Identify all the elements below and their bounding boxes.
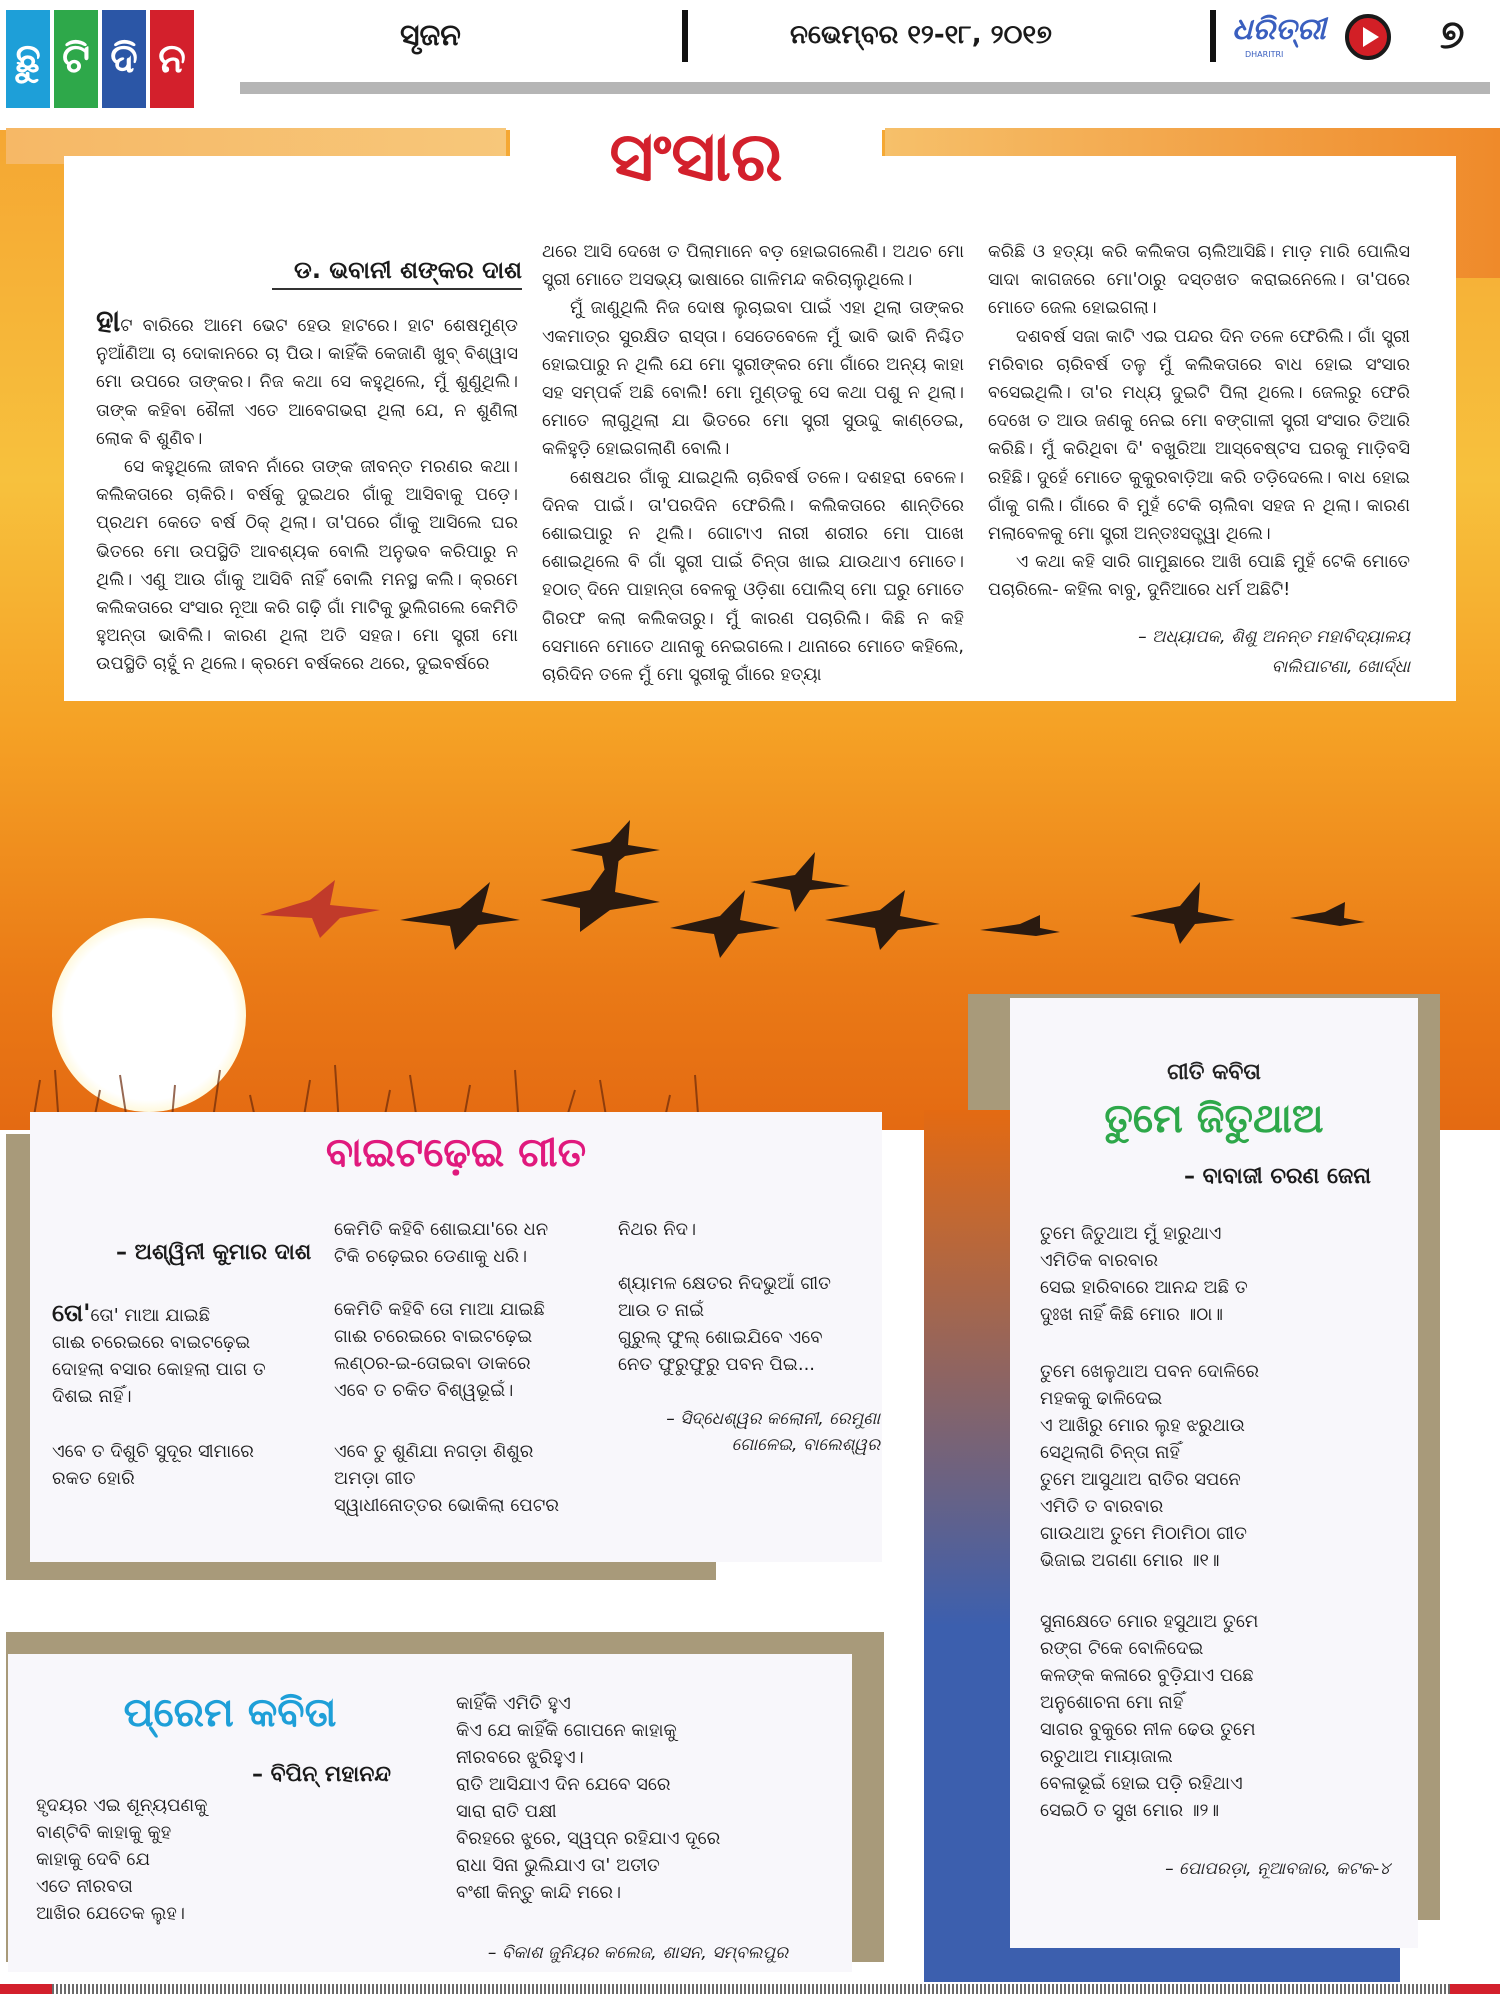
issue-date: ନଭେମ୍ବର ୧୨-୧୮, ୨୦୧୭ [790, 20, 1052, 50]
paragraph: ମୁଁ ଜାଣୁଥିଲି ନିଜ ଦୋଷ ଲୁଚାଇବା ପାଇଁ ଏହା ଥିଲା ତାଙ୍କର ଏକମାତ୍ର ସୁରକ୍ଷିତ ରାସ୍ତା। ସେତେବେଳେ ମୁଁ ଭାବି ଭାବି ନିଶ୍ଚିତ ହୋଇପାରୁ ନ ଥିଲି ଯେ ମୋ ସ୍ତ୍ରୀଙ୍କର ମୋ ଗାଁରେ ଅନ୍ୟ କାହା ସହ ସମ୍ପର୍କ ଅଛି ବୋଲି! ମୋ ମୁଣ୍ଡକୁ ସେ କଥା ପଶୁ ନ ଥିଲା। ମୋତେ ଲାଗୁଥିଲା ଯା ଭିତରେ ମୋ ସ୍ତ୍ରୀ ସୁଉଦ୍ଦୁ କାଣ୍ଡେଇ, କଳିହୁଡ଼ି ହୋଇଗଲାଣି ବୋଲି। [542, 298, 964, 460]
article-title: ସଂସାର [510, 118, 882, 198]
article-column-1 [96, 304, 518, 679]
paragraph: ଏ କଥା କହି ସାରି ଗାମୁଛାରେ ଆଖି ପୋଛି ମୁହଁ ଟେକି ମୋତେ ପଚାରିଲେ- କହିଲ ବାବୁ, ଦୁନିଆରେ ଧର୍ମ ଅଛିଟି! [988, 552, 1410, 601]
paragraph: ଟ ବାରିରେ ଆମେ ଭେଟ ହେଉ ହାଟରେ। ହାଟ ଶେଷମୁଣ୍ଡ ନୁଆଁଣିଆ ଚା ଦୋକାନରେ ଚା ପିଉ। କାହିଁକି କେଜାଣି ଖୁବ୍ ବିଶ୍ୱାସ ମୋ ଉପରେ ତାଙ୍କର। ନିଜ କଥା ସେ କହୁଥିଲେ, ମୁଁ ଶୁଣୁଥିଲି। ତାଙ୍କ କହିବା ଶୈଳୀ ଏତେ ଆବେଗଭରା ଥିଲା ଯେ, ନ ଶୁଣିଲା ଲୋକ ବି ଶୁଣିବ। [96, 316, 518, 449]
paragraph: କରିଛି ଓ ହତ୍ୟା କରି କଲିକତା ଚାଲିଆସିଛି। ମାଡ଼ ମାରି ପୋଲିସ ସାଦା କାଗଜରେ ମୋ'ଠାରୁ ଦସ୍ତଖତ କରାଇନେଲେ। ତା'ପରେ ମୋତେ ଜେଲ ହୋଇଗଲା। [988, 242, 1410, 319]
poem-title: ତୁମେ ଜିତୁଥାଅ [1104, 1096, 1324, 1142]
verse: ଏବେ ତ ଦିଶୁଚି ସୁଦୂର ସୀମାରେ ରକତ ହୋରି [52, 1441, 254, 1489]
brand-logo: ଧରିତ୍ରୀ [1232, 12, 1326, 47]
footer-strip [0, 1984, 1500, 1994]
author-affiliation [988, 622, 1410, 682]
article-column-2 [542, 238, 964, 689]
birds-silhouette [250, 820, 1370, 970]
author-affiliation [618, 1406, 880, 1458]
divider [1210, 10, 1216, 62]
article-column-3 [988, 238, 1410, 605]
poem-title: ବାଇଟଢ଼େଇ ଗୀତ [325, 1130, 587, 1176]
author-affiliation: – ବିକାଶ ଜୁନିୟର କଲେଜ, ଶାସନ, ସମ୍ବଲପୁର [487, 1943, 788, 1963]
poem-byline: – ବାବାଜୀ ଚରଣ ଜେନା [1184, 1164, 1371, 1189]
masthead-letter: ଦି [102, 10, 146, 108]
divider [682, 10, 688, 62]
drop-cap: ହା [96, 304, 121, 339]
affiliation-line: – ସିଦ୍ଧେଶ୍ୱର କଲୋନୀ, ରେମୁଣା [666, 1409, 880, 1429]
article-byline: ଡ. ଭବାନୀ ଶଙ୍କର ଦାଶ [272, 256, 522, 290]
paragraph: ଥରେ ଆସି ଦେଖେ ତ ପିଲାମାନେ ବଡ଼ ହୋଇଗଲେଣି। ଅଥଚ ମୋ ସ୍ତ୍ରୀ ମୋତେ ଅସଭ୍ୟ ଭାଷାରେ ଗାଳିମନ୍ଦ କରିଚାଲୁଥିଲେ। [542, 242, 964, 291]
masthead-letter: ନ [150, 10, 194, 108]
masthead-letter: ଛୁ [6, 10, 50, 108]
affiliation-line: – ଅଧ୍ୟାପକ, ଶିଶୁ ଅନନ୍ତ ମହାବିଦ୍ୟାଳୟ [1138, 627, 1410, 647]
paragraph: ଦଶବର୍ଷ ସଜା କାଟି ଏଇ ପନ୍ଦର ଦିନ ତଳେ ଫେରିଲି। ଗାଁ ସ୍ତ୍ରୀ ମରିବାର ଚାରିବର୍ଷ ତଳୁ ମୁଁ କଲିକତାରେ ବାଧ ହୋଇ ସଂସାର ବସେଇଥିଲି। ତା'ର ମଧ୍ୟ ଦୁଇଟି ପିଲା ଥିଲେ। ଜେଲରୁ ଫେରି ଦେଖେ ତ ଆଉ ଜଣକୁ ନେଇ ମୋ ବଙ୍ଗାଳୀ ସ୍ତ୍ରୀ ସଂସାର ତିଆରି କରିଛି। ମୁଁ କରିଥିବା ଦି' ବଖୁରିଆ ଆସ୍ବେଷ୍ଟସ ଘରକୁ ମାଡ଼ିବସି ରହିଛି। ଦୁହେଁ ମୋତେ କୁକୁରବାଡ଼ିଆ କରି ତଡ଼ିଦେଲେ। ବାଧ ହୋଇ ଗାଁକୁ ଗଲି। ଗାଁରେ ବି ମୁହଁ ଟେକି ଚାଲିବା ସହଜ ନ ଥିଲା। କାରଣ ମଲାବେଳକୁ ମୋ ସ୍ତ୍ରୀ ଅନ୍ତଃସତ୍ତ୍ୱା ଥିଲେ। [988, 326, 1410, 545]
poem-title: ପ୍ରେମ କବିତା [123, 1690, 337, 1736]
masthead [6, 10, 194, 108]
box-shadow [924, 1110, 1010, 1970]
affiliation-line: ବାଲିପାଟଣା, ଖୋର୍ଦ୍ଧା [1271, 657, 1410, 677]
play-icon [1345, 14, 1391, 60]
verse: ତୋ'ତୋ' ମାଆ ଯାଇଛି ଗାଈ ଚରେଇରେ ବାଇଟଢ଼େଇ ଦୋହଲା ବସାର କୋହଲା ପାଗ ତ ଦିଶଇ ନାହିଁ। [52, 1299, 266, 1407]
verse: ସୁନାକ୍ଷେତେ ମୋର ହସୁଥାଅ ତୁମେ ରଙ୍ଗ ଟିକେ ବୋଳିଦେଇ କଳଙ୍କ କଳାରେ ବୁଡ଼ିଯାଏ ପଛେ ଅନୁଶୋଚନା ମୋ ନାହିଁ ସାଗର ବୁକୁରେ ନୀଳ ଢେଉ ତୁମେ ରଚୁଥାଅ ମାୟାଜାଲ ବେଳାଭୂଇଁ ହୋଇ ପଡ଼ି ରହିଥାଏ ସେଇଠି ତ ସୁଖ ମୋର ॥୨॥ [1040, 1611, 1259, 1821]
verse: ନିଥର ନିଦ। [618, 1219, 697, 1240]
verse-text: ତୋ' ମାଆ ଯାଇଛି ଗାଈ ଚରେଇରେ ବାଇଟଢ଼େଇ ଦୋହଲା ବସାର କୋହଲା ପାଗ ତ ଦିଶଇ ନାହିଁ। [52, 1305, 266, 1407]
footer-strip-accent [1450, 1984, 1500, 1994]
verse: କାହିଁକି ଏମିତି ହୁଏ କିଏ ଯେ କାହିଁକି ଗୋପନେ କାହାକୁ ନୀରବରେ ଝୁରିହୁଏ। ରାତି ଆସିଯାଏ ଦିନ ଯେବେ ସରେ ସାରା ରାତି ପକ୍ଷୀ ବିରହରେ ଝୁରେ, ସ୍ୱପ୍ନ ରହିଯାଏ ଦୂରେ ରାଧା ସିନା ଭୁଲିଯାଏ ତା' ଅତୀତ ବଂଶୀ କିନ୍ତୁ କାନ୍ଦି ମରେ। [456, 1693, 721, 1903]
verse: କେମିତି କହିବି ତୋ ମାଆ ଯାଇଛି ଗାଈ ଚରେଇରେ ବାଇଟଢ଼େଇ ଲଣ୍ଠର-ଇ-ତୋଇବା ଡାକରେ ଏବେ ତ ଚକିତ ବିଶ୍ୱଭୂଇଁ। [334, 1299, 545, 1401]
author-affiliation: – ପୋପରଡ଼ା, ନୂଆବଜାର, କଟକ-୪ [1165, 1859, 1390, 1879]
poem-byline: – ଅଶ୍ୱିନୀ କୁମାର ଦାଶ [116, 1240, 312, 1265]
verse: ତୁମେ ଜିତୁଥାଅ ମୁଁ ହାରୁଥାଏ ଏମିତିକ ବାରବାର ସେଇ ହାରିବାରେ ଆନନ୍ଦ ଅଛି ତ ଦୁଃଖ ନାହିଁ କିଛି ମୋର ॥ଠା॥ [1040, 1223, 1248, 1325]
verse: ହୃଦୟର ଏଇ ଶୂନ୍ୟପଣକୁ ବାଣ୍ଟିବି କାହାକୁ କୁହ କାହାକୁ ଦେବି ଯେ ଏତେ ନୀରବତା ଆଖିର ଯେତେକ ଲୁହ। [36, 1795, 208, 1924]
verse: ଏବେ ତୁ ଶୁଣିଯା ନଗଡ଼ା ଶିଶୁର ଅମଡ଼ା ଗୀତ ସ୍ୱାଧୀନୋତ୍ତର ଭୋକିଲା ପେଟର [334, 1441, 559, 1516]
affiliation-line: ଗୋଳେଇ, ବାଲେଶ୍ୱର [731, 1435, 880, 1455]
paragraph: ଶେଷଥର ଗାଁକୁ ଯାଇଥିଲି ଚାରିବର୍ଷ ତଳେ। ଦଶହରା ବେଳେ। ଦିନକ ପାଇଁ। ତା'ପରଦିନ ଫେରିଲି। କଲିକତାରେ ଶାନ୍ତିରେ ଶୋଇପାରୁ ନ ଥିଲି। ଗୋଟାଏ ନାରୀ ଶରୀର ମୋ ପାଖେ ଶୋଇଥିଲେ ବି ଗାଁ ସ୍ତ୍ରୀ ପାଇଁ ଚିନ୍ତା ଖାଇ ଯାଉଥାଏ ମୋତେ। ହଠାତ୍ ଦିନେ ପାହାନ୍ତା ବେଳକୁ ଓଡ଼ିଶା ପୋଲିସ୍ ମୋ ଘରୁ ମୋତେ ଗିରଫ କଲା କଲିକତାରୁ। ମୁଁ କାରଣ ପଚାରିଲି। କିଛି ନ କହି ସେମାନେ ମୋତେ ଥାନାକୁ ନେଇଗଲେ। ଥାନାରେ ମୋତେ କହିଲେ, ଚାରିଦିନ ତଳେ ମୁଁ ମୋ ସ୍ତ୍ରୀକୁ ଗାଁରେ ହତ୍ୟା [542, 467, 964, 686]
verse: ଶ୍ୟାମଳ କ୍ଷେତର ନିଦଭୁଆଁ ଗୀତ ଆଉ ତ ନାଇଁ ଗୁରୁଲ୍ ଫୁଲ୍ ଶୋଇଯିବେ ଏବେ ନେତ ଫୁରୁଫୁରୁ ପବନ ପିଇ... [618, 1273, 831, 1375]
brand-logo-sub: DHARITRI [1245, 50, 1284, 59]
poem-byline: – ବିପିନ୍ ମହାନନ୍ଦ [252, 1762, 391, 1787]
poem-kicker: ଗୀତି କବିତା [1167, 1060, 1261, 1085]
paragraph: ସେ କହୁଥିଲେ ଜୀବନ ନାଁରେ ତାଙ୍କ ଜୀବନ୍ତ ମରଣର କଥା। କଲିକତାରେ ଚାକିରି। ବର୍ଷକୁ ଦୁଇଥର ଗାଁକୁ ଆସିବାକୁ ପଡ଼େ। ପ୍ରଥମ କେତେ ବର୍ଷ ଠିକ୍ ଥିଲା। ତା'ପରେ ଗାଁକୁ ଆସିଲେ ଘର ଭିତରେ ମୋ ଉପସ୍ଥିତି ଆବଶ୍ୟକ ବୋଲି ଅନୁଭବ କରିପାରୁ ନ ଥିଲି। ଏଣୁ ଆଉ ଗାଁକୁ ଆସିବି ନାହିଁ ବୋଲି ମନସ୍ଥ କଲି। କ୍ରମେ କଲିକତାରେ ସଂସାର ନୂଆ କରି ଗଢ଼ି ଗାଁ ମାଟିକୁ ଭୁଲିଗଲେ କେମିତି ହୁଅନ୍ତା ଭାବିଲି। କାରଣ ଥିଲା ଅତି ସହଜ। ମୋ ସ୍ତ୍ରୀ ମୋ ଉପସ୍ଥିତି ଚାହୁଁ ନ ଥିଲେ। କ୍ରମେ ବର୍ଷକରେ ଥରେ, ଦୁଇବର୍ଷରେ [96, 457, 518, 675]
header-rule [240, 82, 1490, 94]
verse: ତୁମେ ଖେଳୁଥାଅ ପବନ ଦୋଳିରେ ମହକକୁ ଢାଳିଦେଇ ଏ ଆଖିରୁ ମୋର ଲୁହ ଝରୁଥାଉ ସେଥିଲାଗି ଚିନ୍ତା ନାହିଁ ତୁମେ ଆସୁଥାଅ ରାତିର ସପନେ ଏମିତି ତ ବାରବାର ଗାଉଥାଅ ତୁମେ ମିଠାମିଠା ଗୀତ ଭିଜାଇ ଅଗଣା ମୋର ॥୧॥ [1040, 1361, 1260, 1571]
section-name: ସୃଜନ [400, 18, 461, 53]
masthead-letter: ଟି [54, 10, 98, 108]
page-number: ୭ [1440, 12, 1465, 58]
verse: କେମିତି କହିବି ଶୋଇଯା'ରେ ଧନ ଟିକି ଚଢ଼େଇର ଡେଣାକୁ ଧରି। [334, 1219, 549, 1267]
footer-strip-accent [0, 1984, 52, 1994]
